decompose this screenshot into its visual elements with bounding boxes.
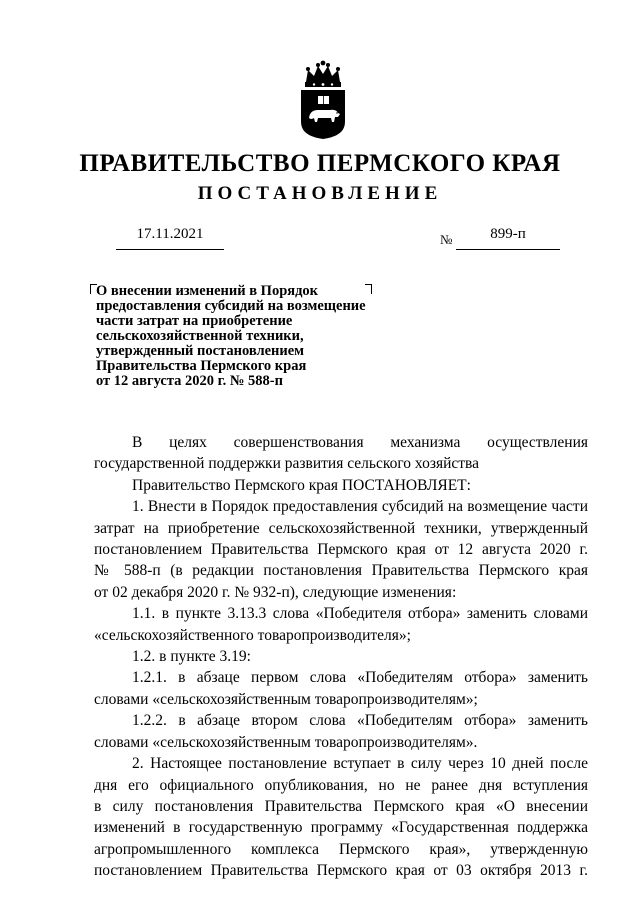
- subject-line: части затрат на приобретение: [96, 313, 293, 329]
- document-number: 899-п: [456, 226, 560, 250]
- body-line: изменений в государственную программу «Государственная поддержка: [94, 819, 588, 837]
- body-line: 1. Внести в Порядок предоставления субсидий на возмещение части: [132, 498, 588, 516]
- subject-line: от 12 августа 2020 г. № 588-п: [96, 373, 283, 389]
- body-line: затрат на приобретение сельскохозяйственной техники, утвержденный: [94, 519, 588, 537]
- body-line: словами «сельскохозяйственным товаропроизводителям»;: [94, 690, 478, 708]
- body-line: агропромышленного комплекса Пермского края», утвержденную: [94, 840, 588, 858]
- body-line: постановлением Правительства Пермского края от 03 октября 2013 г.: [94, 862, 588, 880]
- subject-line: предоставления субсидий на возмещение: [96, 298, 366, 314]
- document-body: [94, 432, 588, 882]
- subject-line: утвержденный постановлением: [96, 343, 305, 359]
- body-line: от 02 декабря 2020 г. № 932-п), следующие изменения:: [94, 583, 457, 601]
- body-line: в силу постановления Правительства Пермского края «О внесении: [94, 797, 588, 815]
- body-line: дня его официального опубликования, но не ранее дня вступления: [94, 776, 588, 794]
- body-line: 1.2.2. в абзаце втором слова «Победителям отбора» заменить: [132, 712, 588, 730]
- body-line: 2. Настоящее постановление вступает в силу через 10 дней после: [132, 755, 588, 773]
- document-date: 17.11.2021: [116, 226, 224, 250]
- body-line: 1.2. в пункте 3.19:: [132, 648, 251, 666]
- coat-of-arms-icon: [294, 60, 352, 140]
- body-line: государственной поддержки развития сельского хозяйства: [94, 455, 480, 473]
- body-line: словами «сельскохозяйственным товаропроизводителям».: [94, 733, 478, 751]
- body-line: В целях совершенствования механизма осуществления: [132, 434, 588, 451]
- body-line: «сельскохозяйственного товаропроизводителя»;: [94, 626, 411, 644]
- body-line: 1.1. в пункте 3.13.3 слова «Победителя отбора» заменить словами: [132, 605, 588, 623]
- body-line: 1.2.1. в абзаце первом слова «Победителям отбора» заменить: [132, 669, 588, 687]
- body-line: Правительство Пермского края ПОСТАНОВЛЯЕТ:: [132, 476, 471, 494]
- subject-line: сельскохозяйственной техники,: [96, 328, 304, 344]
- document-type: ПОСТАНОВЛЕНИЕ: [197, 183, 443, 204]
- number-sign: №: [440, 232, 453, 247]
- subject-line: Правительства Пермского края: [96, 358, 307, 374]
- body-line: постановлением Правительства Пермского края от 12 августа 2020 г.: [94, 541, 588, 559]
- body-line: № 588-п (в редакции постановления Правительства Пермского края: [94, 562, 588, 580]
- document-subject: [96, 284, 396, 389]
- government-title: ПРАВИТЕЛЬСТВО ПЕРМСКОГО КРАЯ: [79, 150, 561, 177]
- subject-line: О внесении изменений в Порядок: [96, 283, 319, 299]
